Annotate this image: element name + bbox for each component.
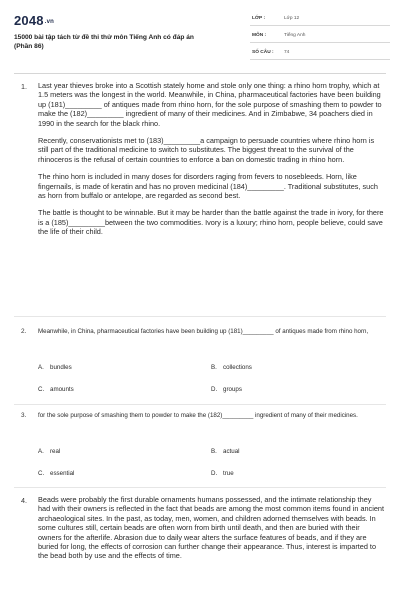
option-text: amounts — [50, 386, 74, 393]
option-c[interactable] — [38, 386, 74, 393]
document-meta — [250, 12, 390, 63]
question-number: 4. — [21, 496, 27, 505]
option-letter: D. — [211, 470, 218, 477]
meta-value: Tiếng Anh — [284, 33, 306, 38]
question-number: 1. — [21, 82, 27, 91]
option-letter: B. — [211, 364, 217, 371]
meta-label: LỚP : — [252, 16, 266, 21]
option-b[interactable] — [211, 448, 240, 455]
option-a[interactable] — [38, 448, 60, 455]
logo-text: 2048 — [14, 13, 44, 28]
option-letter: C. — [38, 386, 45, 393]
passage-paragraph: Recently, conservationists met to (183)_________a campaign to persuade countries where rhino horn is still part of the traditional medicine to switch to substitutes. The biggest threat to the survival of the rhinoceros is the refusal of certain countries to enforce a ban on domestic trading in rhino horn. — [38, 136, 375, 164]
logo-suffix: .vn — [44, 19, 55, 25]
option-text: bundles — [50, 364, 72, 371]
option-a[interactable] — [38, 364, 72, 371]
option-text: collections — [223, 364, 252, 371]
option-letter: A. — [38, 448, 44, 455]
reading-passage — [38, 495, 384, 600]
question-text: for the sole purpose of smashing them to powder to make the (182)_________ ingredient of many of their medicines. — [38, 412, 358, 419]
passage-paragraph: Beads were probably the first durable ornaments humans possessed, and the intimate relationship they had with their owners is reflected in the fact that beads are among the most common items found in ancient archaeological sites. In the past, as today, men, women, and children adorned themselves with beads. In some cultures still, certain beads are often worn from birth until death, and then are buried with their owners for the afterlife. Abrasion due to daily wear alters the surface features of beads, and if they are buried for long, the effects of corrosion can further change their appearance. Thus, interest is imparted to the bead both by use and the effects of time. — [38, 495, 384, 561]
site-logo[interactable] — [14, 13, 54, 28]
reading-passage — [38, 81, 384, 245]
option-text: essential — [50, 470, 75, 477]
meta-value: Lớp 12 — [284, 16, 300, 21]
document-header — [0, 0, 400, 72]
meta-value: 74 — [284, 50, 290, 55]
option-d[interactable] — [211, 470, 234, 477]
meta-label: MÔN : — [252, 33, 267, 38]
option-letter: A. — [38, 364, 44, 371]
header-divider — [14, 73, 386, 74]
option-text: true — [223, 470, 234, 477]
option-d[interactable] — [211, 386, 242, 393]
option-letter: B. — [211, 448, 217, 455]
option-letter: D. — [211, 386, 218, 393]
meta-row-subject — [250, 29, 390, 43]
option-text: actual — [223, 448, 240, 455]
passage-paragraph: The battle is thought to be winnable. But it may be harder than the battle against the trade in ivory, for there is a (185)_________between the two commodities. Ivory is a luxury; rhino horn, people believe, could save the life of their child. — [38, 208, 384, 237]
option-text: real — [50, 448, 61, 455]
option-b[interactable] — [211, 364, 252, 371]
document-title: 15000 bài tập tách từ đề thi thử môn Tiếng Anh có đáp án (Phần 86) — [14, 34, 194, 50]
question-number: 3. — [21, 412, 27, 419]
option-c[interactable] — [38, 470, 74, 477]
option-text: groups — [223, 386, 242, 393]
meta-row-class — [250, 12, 390, 26]
meta-label: SỐ CÂU : — [252, 50, 274, 55]
question-separator — [14, 316, 386, 317]
question-separator — [14, 404, 386, 405]
option-letter: C. — [38, 470, 45, 477]
passage-paragraph: Last year thieves broke into a Scottish stately home and stole only one thing: a rhino horn trophy, which at 1.5 meters was the longest in the world. Meanwhile, in China, pharmaceutical factories have been building up (181)_________ of antiques made from rhino horn, for the sole purpose of smashing them to powder to make the (182)_________ ingredient of many of their medicines. And in Zimbabwe, 34 poachers died in 1990 in the search for the black rhino. — [38, 81, 382, 128]
passage-paragraph: The rhino horn is included in many doses for disorders raging from fevers to nosebleeds. Horn, like fingernails, is made of keratin and has no proven medicinal (184)_________. Traditional substitutes, such as horn from buffalo or antelope, are regarded as second best. — [38, 172, 378, 201]
meta-row-count — [250, 46, 390, 60]
question-separator — [14, 487, 386, 488]
question-number: 2. — [21, 328, 27, 335]
question-text: Meanwhile, in China, pharmaceutical factories have been building up (181)_________ of antiques made from rhino horn, — [38, 328, 369, 335]
